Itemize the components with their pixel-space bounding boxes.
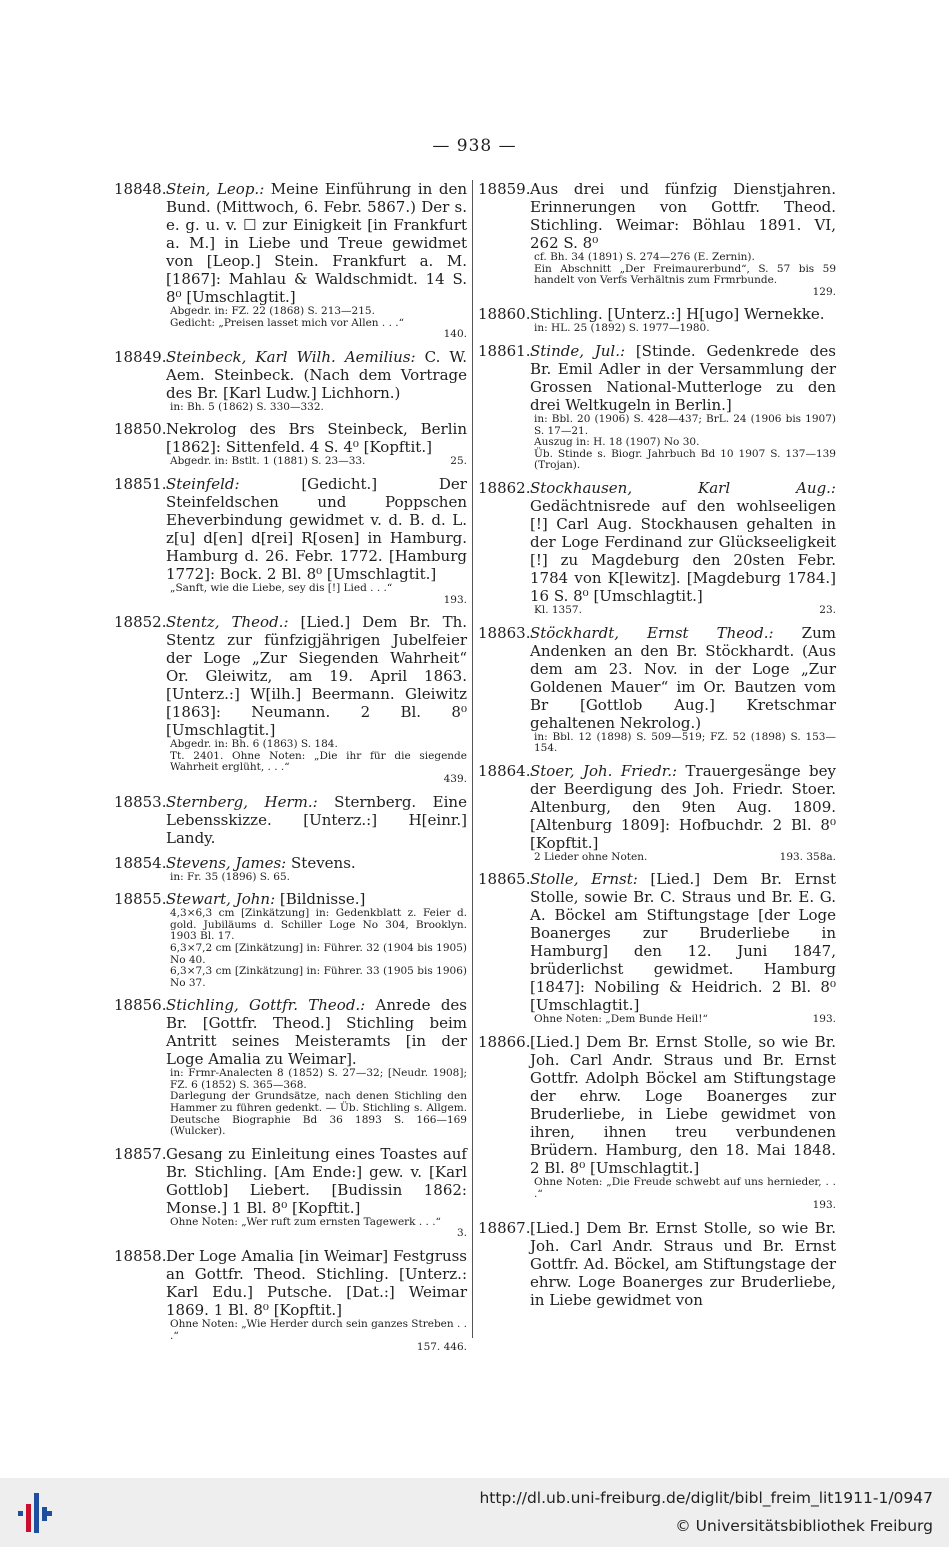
entry-body [530,1219,836,1309]
entry-note: Gedicht: „Preisen lasset mich vor Allen . . .“ [170,316,404,329]
entry-title-text: [Gedicht.] Der Steinfeldschen und Poppschen Eheverbindung gewidmet v. d. B. d. L. z[u] d[en] d[rei] R[osen] in Hamburg. Hamburg d. 26. Febr. 1772. [Hamburg 1772]: Bock. 2 Bl. 8⁰ [Umschlagtit.] [166,474,467,583]
entry-note: 6,3×7,2 cm [Zinkätzung] in: Führer. 32 (1904 bis 1905) No 40. [170,941,467,966]
entry-note: cf. Bh. 34 (1891) S. 274—276 (E. Zernin). [534,251,755,263]
entry-title-text: Meine Einführung in den Bund. (Mittwoch, 6. Febr. 5867.) Der s. e. g. u. v. ☐ zur Einigkeit [in Frankfurt a. M.] in Liebe und Treue gewidmet von [Leop.] Stein. Frankfurt a. M. [1867]: Mahlau & Waldschmidt. 14 S. 8⁰ [Umschlagtit.] [166,180,467,306]
entry-note-row [166,329,467,341]
entry-title-text: Sternberg. Eine Lebensskizze. [Unterz.:] H[einr.] Landy. [166,792,467,847]
bibliography-entry [478,342,836,472]
entry-body [530,342,836,414]
entry-note: „Sanft, wie die Liebe, sey dis [!] Lied . . .“ [170,581,393,594]
entry-note: in: Bbl. 20 (1906) S. 428—437; BrL. 24 (1906 bis 1907) S. 17—21. [534,412,836,437]
entry-number: 18850. [114,420,167,439]
entry-note-row [166,595,467,607]
entry-body [530,624,836,732]
entry-number: 18859. [478,180,531,198]
page-number: — 938 — [432,136,517,156]
entry-reference-number: 193. [812,1013,836,1026]
bibliography-entry [478,180,836,298]
entry-author: Stöckhardt, Ernst Theod.: [530,623,774,642]
bibliography-entry [114,1145,467,1240]
bibliography-entry [478,762,836,864]
entry-title-text: Stichling. [Unterz.:] H[ugo] Wernekke. [530,305,825,324]
entry-author: Stentz, Theod.: [166,613,289,632]
entry-number: 18858. [114,1247,167,1266]
entry-reference-number: 140. [443,328,467,341]
entry-note: Tt. 2401. Ohne Noten: „Die ihr für die siegende Wahrheit erglüht, . . .“ [170,749,467,774]
entry-body [166,890,467,908]
entry-note-row [166,1228,467,1240]
bibliography-entry [114,180,467,341]
entry-title-text: Gesang zu Einleitung eines Toastes auf Br. Stichling. [Am Ende:] gew. v. [Karl Gottlob] Liebert. [Budissin 1862: Monse.] 1 Bl. 8⁰ [Kopftit.] [166,1144,467,1217]
entry-note: in: Fr. 35 (1896) S. 65. [170,870,290,883]
entry-author: Stinde, Jul.: [530,341,626,360]
entry-author: Stockhausen, Karl Aug.: [530,478,836,497]
entry-note: 6,3×7,3 cm [Zinkätzung] in: Führer. 33 (1905 bis 1906) No 37. [170,965,467,989]
entry-body [530,762,836,852]
entry-author: Sternberg, Herm.: [166,792,318,811]
entry-number: 18853. [114,792,167,811]
entry-title-text: Trauergesänge bey der Beerdigung des Joh. Friedr. Stoer. Altenburg, den 9ten Aug. 1809. [Altenburg 1809]: Hofbuchdr. 2 Bl. 8⁰ [Kopftit.] [530,761,836,852]
entry-reference-number: 157. 446. [416,1341,467,1354]
entry-note: Auszug in: H. 18 (1907) No 30. [534,436,700,449]
entry-note: Ohne Noten: „Die Freude schwebt auf uns hernieder, . . .“ [534,1175,836,1200]
bibliography-entry [478,305,836,335]
bibliography-entry [478,479,836,617]
entry-note-row [530,605,836,617]
entry-title-text: [Lied.] Dem Br. Ernst Stolle, sowie Br. C. Straus und Br. E. G. A. Böckel am Stiftungstage [der Loge Boanerges zur Bruderliebe in Hamburg] den 12. Juni 1847, brüderlichst gewidmet. Hamburg [1847]: Nobiling & Heidrich. 2 Bl. 8⁰ [Umschlagtit.] [530,870,836,1015]
entry-number: 18854. [114,853,167,872]
entry-author: Stoer, Joh. Friedr.: [530,761,678,780]
entry-number: 18860. [478,305,531,324]
entry-body [530,870,836,1014]
entry-reference-number: 25. [450,455,467,468]
entry-title-text: [Stinde. Gedenkrede des Br. Emil Adler in der Versammlung der Grossen National-Mutterloge zu den drei Weltkugeln in Berlin.] [530,341,836,414]
entry-title-text: Aus drei und fünfzig Dienstjahren. Erinnerungen von Gottfr. Theod. Stichling. Weimar: Böhlau 1891. VI, 262 S. 8⁰ [530,180,836,252]
entry-title-text: Der Loge Amalia [in Weimar] Festgruss an Gottfr. Theod. Stichling. [Unterz.: Karl Edu.] Putsche. [Dat.:] Weimar 1869. 1 Bl. 8⁰ [Kopftit.] [166,1247,467,1320]
entry-title-text: Zum Andenken an den Br. Stöckhardt. (Aus dem am 23. Nov. in der Loge „Zur Goldenen Mauer“ im Or. Bautzen vom Br [Gottlob Aug.] Kretschmar gehaltenen Nekrolog.) [530,623,836,732]
entry-title-text: [Lied.] Dem Br. Ernst Stolle, so wie Br. Joh. Carl Andr. Straus und Br. Ernst Gottfr. Adolph Böckel am Stiftungstage der ehrw. Loge Boanerges zur Bruderliebe, in Liebe gewidmet von ihren, ihnen treu verbundenen Brüdern. Hamburg, den 18. Mai 1848. 2 Bl. 8⁰ [Umschlagtit.] [530,1032,836,1177]
entry-note-row [166,456,467,468]
entry-number: 18857. [114,1144,167,1163]
right-column [478,180,836,1316]
bibliography-entry [478,1219,836,1309]
bibliography-entry [114,793,467,847]
entry-body [166,996,467,1068]
entry-title-text: [Lied.] Dem Br. Th. Stentz zur fünfzigjährigen Jubelfeier der Loge „Zur Siegenden Wahrheit“ Or. Gleiwitz, am 19. April 1863. [Unterz.:] W[ilh.] Beermann. Gleiwitz [1863]: Neumann. 2 Bl. 8⁰ [Umschlagtit.] [166,613,467,740]
entry-number: 18865. [478,870,531,889]
entry-body [530,479,836,605]
entry-note: in: HL. 25 (1892) S. 1977—1980. [534,322,710,335]
bibliography-entry [114,890,467,989]
entry-note: Ohne Noten: „Dem Bunde Heil!“ [534,1013,708,1026]
entry-note: in: Bbl. 12 (1898) S. 509—519; FZ. 52 (1898) S. 153—154. [534,730,836,755]
entry-body [166,348,467,402]
entry-author: Stolle, Ernst: [530,870,638,889]
entry-note: Kl. 1357. [534,603,582,616]
entry-body [166,613,467,739]
entry-note: Abgedr. in: FZ. 22 (1868) S. 213—215. [170,305,375,317]
entry-number: 18867. [478,1218,531,1237]
entry-title-text: Gedächtnisrede auf den wohlseeligen [!] Carl Aug. Stockhausen gehalten in der Loge Ferdinand zur Glückseeligkeit [!] zu Magdeburg den 20sten Febr. 1784 von K[lewitz]. [Magdeburg 1784.] 16 S. 8⁰ [Umschlagtit.] [530,496,836,605]
entry-reference-number: 23. [819,603,836,616]
entry-note: Darlegung der Grundsätze, nach denen Stichling den Hammer zu führen gedenkt. — Üb. Stichling s. Allgem. Deutsche Biographie Bd 36 1893 S. 166—169 (Wulcker). [170,1090,467,1138]
entry-body [530,305,836,323]
entry-number: 18863. [478,623,531,642]
entry-title-text: Anrede des Br. [Gottfr. Theod.] Stichling beim Antritt seines Meisteramts [in der Loge Amalia zu Weimar]. [166,996,467,1069]
entry-note-row [530,287,836,299]
column-divider [472,180,473,1338]
bibliography-entry [114,854,467,884]
bibliography-entry [114,420,467,468]
footer-copyright: © Universitätsbibliothek Freiburg [675,1517,933,1535]
entry-note: Abgedr. in: Bh. 6 (1863) S. 184. [170,738,338,751]
entry-number: 18848. [114,180,167,198]
entry-body [166,793,467,847]
entry-body [166,180,467,306]
entry-number: 18851. [114,474,167,493]
entry-number: 18855. [114,890,167,909]
entry-note-row [530,1200,836,1212]
entry-note-row [166,1342,467,1354]
entry-note-row [530,852,836,864]
entry-author: Stein, Leop.: [166,180,265,198]
entry-title-text: Stevens. [291,853,356,872]
entry-title-text: [Bildnisse.] [279,890,366,909]
bibliography-entry [114,613,467,785]
ub-freiburg-logo-icon [18,1493,52,1533]
bibliography-entry [478,870,836,1026]
entry-title-text: Nekrolog des Brs Steinbeck, Berlin [1862]: Sittenfeld. 4 S. 4⁰ [Kopftit.] [166,420,467,457]
bibliography-entry [114,348,467,414]
bibliography-entry [114,1247,467,1354]
bibliography-entry [114,475,467,606]
entry-number: 18862. [478,478,531,497]
entry-note: Ohne Noten: „Wer ruft zum ernsten Tagewerk . . .“ [170,1215,441,1228]
entry-note: Üb. Stinde s. Biogr. Jahrbuch Bd 10 1907 S. 137—139 (Trojan). [534,447,836,472]
entry-note: in: Bh. 5 (1862) S. 330—332. [170,400,324,413]
entry-body [166,854,467,872]
entry-reference-number: 3. [456,1227,467,1240]
entry-author: Stichling, Gottfr. Theod.: [166,996,366,1015]
entry-note: Ohne Noten: „Wie Herder durch sein ganzes Streben . . .“ [170,1318,467,1342]
entry-number: 18849. [114,347,167,366]
entry-author: Stevens, James: [166,853,287,872]
entry-author: Stewart, John: [166,890,276,909]
entry-number: 18866. [478,1032,531,1051]
entry-body [166,475,467,583]
entry-title-text: [Lied.] Dem Br. Ernst Stolle, so wie Br. Joh. Carl Andr. Straus und Br. Ernst Gottfr. Ad. Böckel, am Stiftungstage der ehrw. Loge Boanerges zur Bruderliebe, in Liebe gewidmet von [530,1218,836,1309]
entry-number: 18861. [478,341,531,360]
entry-reference-number: 129. [812,285,836,298]
footer-url-link[interactable]: http://dl.ub.uni-freiburg.de/diglit/bibl_freim_lit1911-1/0947 [479,1489,933,1507]
footer-bar [0,1478,949,1547]
entry-body [166,1247,467,1319]
entry-number: 18852. [114,613,167,632]
bibliography-entry [478,624,836,755]
entry-reference-number: 193. 358a. [779,850,836,863]
entry-reference-number: 439. [443,772,467,785]
entry-author: Steinfeld: [166,474,240,493]
left-column [114,180,467,1361]
entry-body [530,1033,836,1177]
entry-reference-number: 193. [812,1199,836,1212]
entry-note: 4,3×6,3 cm [Zinkätzung] in: Gedenkblatt z. Feier d. gold. Jubiläums d. Schiller Loge No 304, Brooklyn. 1903 Bl. 17. [170,907,467,943]
bibliography-entry [114,996,467,1138]
entry-title-text: C. W. Aem. Steinbeck. (Nach dem Vortrage des Br. [Karl Ludw.] Lichhorn.) [166,347,467,402]
bibliography-entry [478,1033,836,1212]
entry-number: 18864. [478,761,531,780]
entry-number: 18856. [114,996,167,1015]
entry-note: Ein Abschnitt „Der Freimaurerbund“, S. 57 bis 59 handelt von Verfs Verhältnis zum Frmrbunde. [534,262,836,287]
entry-note: in: Frmr-Analecten 8 (1852) S. 27—32; [Neudr. 1908]; FZ. 6 (1852) S. 365—368. [170,1067,467,1091]
entry-body [530,180,836,252]
entry-body [166,420,467,456]
entry-note-row [530,1014,836,1026]
entry-reference-number: 193. [443,593,467,606]
entry-author: Steinbeck, Karl Wilh. Aemilius: [166,347,416,366]
entry-body [166,1145,467,1217]
entry-note: Abgedr. in: Bstlt. 1 (1881) S. 23—33. [170,455,366,468]
entry-note-row [166,774,467,786]
entry-note: 2 Lieder ohne Noten. [534,850,648,863]
